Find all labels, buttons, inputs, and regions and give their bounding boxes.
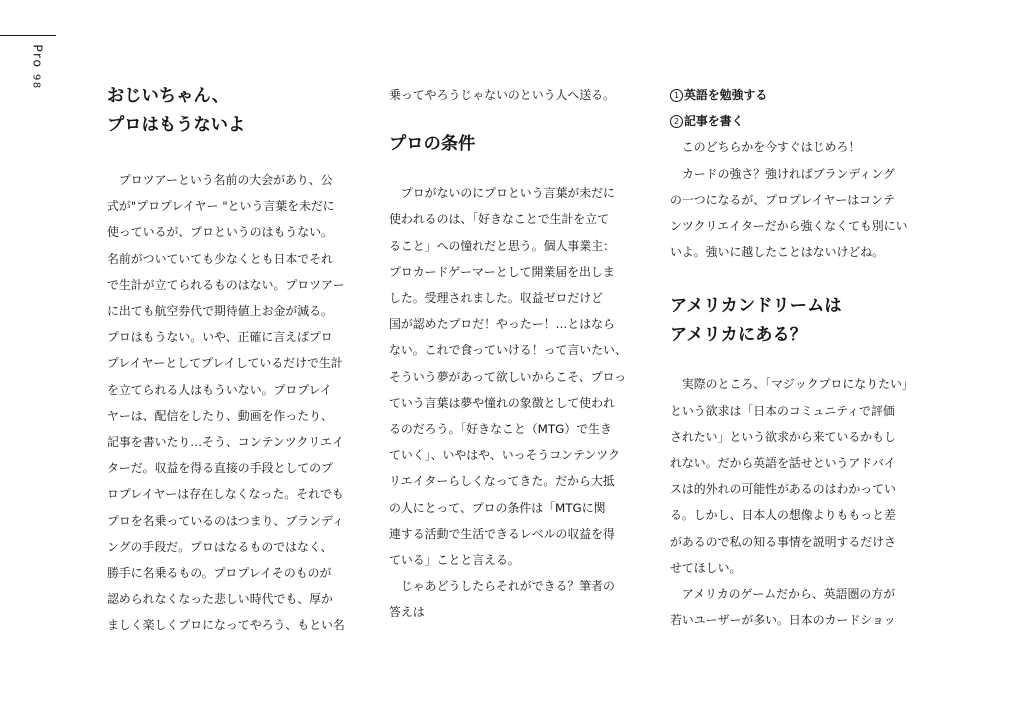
text-line: いよ。強いに越したことはないけどね。 bbox=[670, 245, 885, 260]
text-line: プロツアーという名前の大会があり、公 bbox=[107, 173, 333, 187]
column-left bbox=[107, 82, 355, 639]
page-number: 98 bbox=[30, 74, 42, 90]
text-line: ていく」、いやはや、いっそうコンテンツク bbox=[389, 448, 620, 463]
text-line: リエイターらしくなってきた。だから大抵 bbox=[389, 474, 615, 489]
text-line: プロを名乗っているのはつまり、ブランディ bbox=[107, 513, 344, 528]
text-line: した。受理されました。収益ゼロだけど bbox=[389, 291, 604, 306]
text-line: ンツクリエイターだから強くなくても別にい bbox=[670, 219, 908, 234]
text-line: ること」への憧れだと思う。個人事業主： bbox=[389, 238, 615, 253]
body-text bbox=[389, 180, 637, 625]
text-line: じゃあどうしたらそれができる？筆者の bbox=[389, 579, 615, 594]
text-line: 式が"プロプレイヤー "という言葉を未だに bbox=[107, 199, 335, 214]
text-line: プレイヤーとしてプレイしているだけで生計 bbox=[107, 356, 343, 371]
text-line: スは的外れの可能性があるのはわかってい bbox=[670, 482, 896, 497]
text-line: る。しかし、日本人の想像よりももっと差 bbox=[670, 508, 896, 523]
text-line: 名前がついていても少なくとも日本でそれ bbox=[107, 251, 333, 266]
text-line: 国が認めたプロだ！やったー！…とはなら bbox=[389, 317, 615, 332]
text-line: があるので私の知る事情を説明するだけさ bbox=[670, 534, 896, 549]
text-line: 答えは bbox=[389, 605, 425, 620]
text-line: 使っているが、プロというのはもうない。 bbox=[107, 225, 333, 240]
step-item-1 bbox=[670, 82, 918, 108]
section-heading-pro-gone bbox=[107, 82, 355, 140]
text-line: れない。だから英語を話せというアドバイ bbox=[670, 456, 896, 471]
circled-number-icon: 1 bbox=[670, 89, 683, 102]
text-line: るのだろう。「好きなこと（MTG）で生き bbox=[389, 422, 612, 437]
text-line: ロプレイヤーは存在しなくなった。それでも bbox=[107, 487, 344, 502]
text-line: ていう言葉は夢や憧れの象徴として使われ bbox=[389, 395, 615, 410]
text-line: ターだ。収益を得る直接の手段としてのプ bbox=[107, 461, 333, 476]
text-line: で生計が立てられるものはない。プロツアー bbox=[107, 277, 345, 292]
text-line: 記事を書いたり…そう、コンテンツクリエイ bbox=[107, 435, 344, 450]
step-list bbox=[670, 82, 918, 134]
body-text-intro bbox=[670, 134, 918, 265]
text-line: 若いユーザーが多い。日本のカードショッ bbox=[670, 613, 896, 628]
body-text bbox=[107, 167, 355, 639]
text-line: に出ても航空券代で期待値上お金が減る。 bbox=[107, 304, 333, 319]
text-line: プロはもうない。いや、正確に言えばプロ bbox=[107, 330, 333, 345]
body-text-lead bbox=[389, 82, 637, 108]
text-line: 連する活動で生活できるレベルの収益を得 bbox=[389, 526, 615, 541]
running-head bbox=[18, 45, 58, 93]
text-line: せてほしい。 bbox=[670, 560, 742, 575]
heading-line: プロはもうないよ bbox=[107, 115, 246, 135]
text-line: 使われるのは、「好きなことで生計を立て bbox=[389, 212, 609, 227]
text-line: プロがないのにプロという言葉が未だに bbox=[389, 186, 615, 201]
step-label: 英語を勉強する bbox=[684, 88, 768, 102]
text-line: そういう夢があって欲しいからこそ、プロっ bbox=[389, 369, 626, 384]
body-text bbox=[670, 371, 918, 633]
text-line: 認められなくなった悲しい時代でも、厚か bbox=[107, 592, 333, 607]
text-line: を立てられる人はもういない。プロプレイ bbox=[107, 382, 332, 397]
section-heading-pro-conditions: プロの条件 bbox=[389, 134, 476, 155]
text-line: ない。これで食っていける！って言いたい、 bbox=[389, 343, 627, 358]
heading-line: アメリカにある？ bbox=[670, 325, 808, 346]
text-line: の人にとって、プロの条件は「MTGに関 bbox=[389, 500, 606, 515]
text-line: ヤーは、配信をしたり、動画を作ったり、 bbox=[107, 408, 333, 423]
text-line: という欲求は「日本のコミュニティで評価 bbox=[670, 403, 895, 418]
heading-line: おじいちゃん、 bbox=[107, 86, 230, 106]
running-head-label: Pro 98 bbox=[30, 44, 46, 90]
heading-line: アメリカンドリームは bbox=[670, 296, 842, 317]
text-line: カードの強さ？強ければブランディング bbox=[670, 166, 895, 181]
step-label: 記事を書く bbox=[684, 114, 744, 129]
corner-rule bbox=[0, 35, 56, 36]
text-line: アメリカのゲームだから、英語圏の方が bbox=[670, 587, 896, 602]
text-line: ている」ことと言える。 bbox=[389, 553, 520, 568]
text-line: ましく楽しくプロになってやろう、もとい名 bbox=[107, 618, 345, 633]
text-line: ングの手段だ。プロはなるものではなく、 bbox=[107, 539, 333, 554]
column-middle bbox=[389, 82, 637, 626]
column-right bbox=[670, 82, 918, 633]
text-line: されたい」という欲求から来ているかもし bbox=[670, 429, 896, 444]
step-item-2 bbox=[670, 108, 918, 134]
text-line: 実際のところ、「マジックプロになりたい」 bbox=[670, 377, 914, 392]
circled-number-icon: 2 bbox=[670, 115, 683, 128]
text-line: 乗ってやろうじゃないのという人へ送る。 bbox=[389, 88, 615, 102]
section-heading-american-dream bbox=[670, 292, 918, 350]
text-line: 勝手に名乗るもの。プロプレイそのものが bbox=[107, 566, 332, 581]
text-line: このどちらかを今すぐはじめろ！ bbox=[670, 140, 861, 155]
text-line: プロカードゲーマーとして開業届を出しま bbox=[389, 264, 615, 279]
text-line: の一つになるが、プロプレイヤーはコンテ bbox=[670, 192, 895, 207]
